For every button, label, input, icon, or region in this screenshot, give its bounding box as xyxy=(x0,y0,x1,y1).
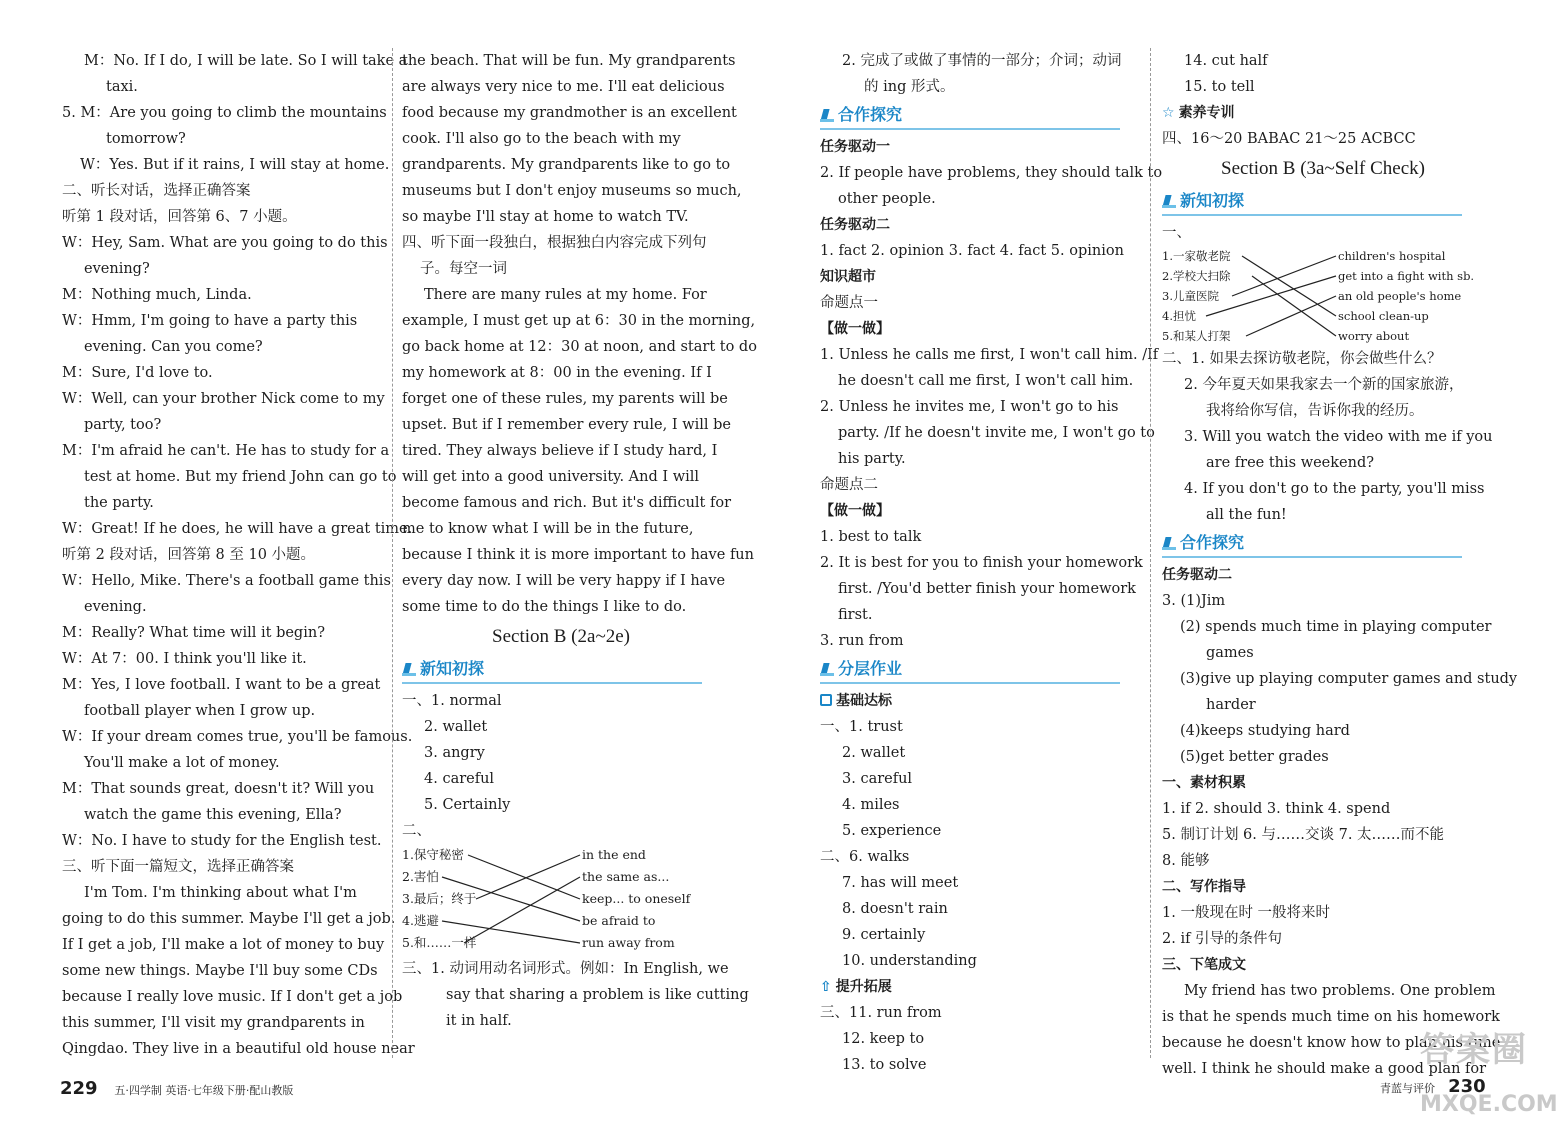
column-3 xyxy=(820,48,1163,1078)
column-divider xyxy=(392,48,393,1058)
text-line: You'll make a lot of money. xyxy=(84,755,280,771)
text-line: evening. Can you come? xyxy=(84,339,263,355)
answer-line: 3. careful xyxy=(842,771,913,787)
match-left-item: 5.和……一样 xyxy=(402,935,477,950)
subheading: 【做一做】 xyxy=(820,321,890,337)
watermark xyxy=(1420,1030,1558,1125)
match-right-item: worry about xyxy=(1338,329,1410,343)
match-right-column xyxy=(1338,246,1474,346)
text-line: say that sharing a problem is like cutting xyxy=(446,987,749,1003)
text-line: There are many rules at my home. For xyxy=(424,287,707,303)
text-line: W：At 7：00. I think you'll like it. xyxy=(62,651,307,667)
match-right-column xyxy=(582,844,690,954)
text-line: my homework at 8：00 in the evening. If I xyxy=(402,365,712,381)
text-line: 5. M：Are you going to climb the mountains xyxy=(62,105,387,121)
match-left-item: 4.担忧 xyxy=(1162,309,1196,323)
pen-icon xyxy=(1162,194,1176,208)
text-line: he doesn't call me first, I won't call him. xyxy=(838,373,1134,389)
text-line: 1. best to talk xyxy=(820,529,922,545)
rocket-icon: ⇧ xyxy=(820,979,832,995)
subheading: 二、写作指导 xyxy=(1162,879,1246,895)
match-left-column xyxy=(402,844,476,954)
section-header-label: 新知初探 xyxy=(1180,191,1245,210)
answer-line: 5. experience xyxy=(842,823,942,839)
column-2 xyxy=(402,48,757,1034)
match-left-item: 2.害怕 xyxy=(402,869,439,884)
match-right-item: run away from xyxy=(582,935,675,950)
text-line: M：Yes, I love football. I want to be a great xyxy=(62,677,381,693)
subheading: 任务驱动二 xyxy=(820,217,890,233)
answer-line: 4. careful xyxy=(424,771,495,787)
lock-icon xyxy=(820,694,832,706)
section-header-label: 分层作业 xyxy=(838,659,903,678)
match-left-item: 2.学校大扫除 xyxy=(1162,269,1231,283)
column-4 xyxy=(1162,48,1518,1082)
text-line: W：Hello, Mike. There's a football game this xyxy=(62,573,391,589)
text-line: evening. xyxy=(84,599,147,615)
match-right-item: be afraid to xyxy=(582,913,656,928)
answer-line: 2. wallet xyxy=(424,719,488,735)
answer-line: 二、 xyxy=(402,823,431,839)
star-icon: ☆ xyxy=(1162,105,1175,121)
answer-line: 1. if 2. should 3. think 4. spend xyxy=(1162,801,1391,817)
text-line: M：No. If I do, I will be late. So I will take a xyxy=(84,53,408,69)
subheading xyxy=(1162,100,1484,126)
text-line: 3. Will you watch the video with me if you xyxy=(1184,429,1493,445)
text-line: taxi. xyxy=(106,79,138,95)
text-line: his party. xyxy=(838,451,906,467)
answer-line: 7. has will meet xyxy=(842,875,959,891)
subheading-label: 提升拓展 xyxy=(835,979,892,995)
text-line: going to do this summer. Maybe I'll get a job. xyxy=(62,911,396,927)
text-line: 命题点二 xyxy=(820,477,878,493)
match-left-item: 3.儿童医院 xyxy=(1162,289,1219,303)
text-line: Qingdao. They live in a beautiful old house near xyxy=(62,1041,415,1057)
text-line: 1. fact 2. opinion 3. fact 4. fact 5. opinion xyxy=(820,243,1124,259)
footer-text: 青蓝与评价 xyxy=(1380,1082,1435,1095)
text-line: become famous and rich. But it's difficult for xyxy=(402,495,732,511)
page-number: 230 xyxy=(1448,1076,1486,1097)
section-header xyxy=(402,656,702,684)
pen-icon xyxy=(402,662,416,676)
column-1 xyxy=(62,48,415,1062)
answer-line: 一、 xyxy=(1162,225,1191,241)
section-header-label: 合作探究 xyxy=(838,105,903,124)
text-line: food because my grandmother is an excellent xyxy=(402,105,737,121)
subheading-label: 素养专训 xyxy=(1178,105,1235,121)
answer-line: (5)get better grades xyxy=(1180,749,1329,765)
text-line: upset. But if I remember every rule, I will be xyxy=(402,417,731,433)
text-line: some time to do the things I like to do. xyxy=(402,599,687,615)
text-line: so maybe I'll stay at home to watch TV. xyxy=(402,209,689,225)
text-line: 二、1. 如果去探访敬老院，你会做些什么？ xyxy=(1162,351,1442,367)
text-line: W：Great! If he does, he will have a great time. xyxy=(62,521,413,537)
text-line: 三、听下面一篇短文，选择正确答案 xyxy=(62,859,294,875)
answer-line: (2) spends much time in playing computer xyxy=(1180,619,1492,635)
text-line: 的 ing 形式。 xyxy=(864,79,955,95)
match-left-item: 5.和某人打架 xyxy=(1162,329,1231,343)
text-line: 3. run from xyxy=(820,633,904,649)
section-header-label: 合作探究 xyxy=(1180,533,1245,552)
text-line: football player when I grow up. xyxy=(84,703,316,719)
text-line: me to know what I will be in the future, xyxy=(402,521,694,537)
watermark-text: 答案圈 xyxy=(1420,1030,1528,1070)
subheading xyxy=(820,688,1142,714)
text-line: other people. xyxy=(838,191,936,207)
text-line: M：Nothing much, Linda. xyxy=(62,287,252,303)
text-line: evening? xyxy=(84,261,150,277)
subheading: 知识超市 xyxy=(820,269,876,285)
answer-line: 8. doesn't rain xyxy=(842,901,948,917)
text-line: If I get a job, I'll make a lot of money to buy xyxy=(62,937,385,953)
text-line: cook. I'll also go to the beach with my xyxy=(402,131,681,147)
match-right-item: children's hospital xyxy=(1338,249,1446,263)
answer-line: 三、11. run from xyxy=(820,1005,942,1021)
text-line: My friend has two problems. One problem xyxy=(1184,983,1496,999)
text-line: M：Sure, I'd love to. xyxy=(62,365,213,381)
answer-line: 4. miles xyxy=(842,797,900,813)
match-right-item: an old people's home xyxy=(1338,289,1462,303)
text-line: 2. It is best for you to finish your homework xyxy=(820,555,1143,571)
text-line: go back home at 12：30 at noon, and start to do xyxy=(402,339,757,355)
text-line: 命题点一 xyxy=(820,295,878,311)
text-line: 二、听长对话，选择正确答案 xyxy=(62,183,251,199)
text-line: W：No. I have to study for the English test. xyxy=(62,833,382,849)
answer-line: 12. keep to xyxy=(842,1031,925,1047)
text-line: 2. If people have problems, they should talk to xyxy=(820,165,1163,181)
pen-icon xyxy=(1162,536,1176,550)
subheading: 任务驱动一 xyxy=(820,139,890,155)
text-line: watch the game this evening, Ella? xyxy=(84,807,342,823)
text-line: this summer, I'll visit my grandparents in xyxy=(62,1015,365,1031)
text-line: W：Well, can your brother Nick come to my xyxy=(62,391,385,407)
text-line: 听第 2 段对话，回答第 8 至 10 小题。 xyxy=(62,547,316,563)
pen-icon xyxy=(820,662,834,676)
text-line: 我将给你写信，告诉你我的经历。 xyxy=(1206,403,1424,419)
text-line: test at home. But my friend John can go to xyxy=(84,469,397,485)
text-line: W：Hmm, I'm going to have a party this xyxy=(62,313,358,329)
section-header xyxy=(820,656,1120,684)
text-line: all the fun! xyxy=(1206,507,1287,523)
text-line: 听第 1 段对话，回答第 6、7 小题。 xyxy=(62,209,297,225)
text-line: 2. Unless he invites me, I won't go to his xyxy=(820,399,1119,415)
text-line: 2. 完成了或做了事情的一部分；介词；动词 xyxy=(842,53,1122,69)
text-line: because I think it is more important to have fun xyxy=(402,547,754,563)
match-right-item: in the end xyxy=(582,847,646,862)
matching-exercise xyxy=(402,844,720,956)
answer-line: 2. wallet xyxy=(842,745,906,761)
match-left-column xyxy=(1162,246,1230,346)
text-line: the party. xyxy=(84,495,154,511)
subheading: 一、素材积累 xyxy=(1162,775,1246,791)
text-line: 1. Unless he calls me first, I won't call him. /If xyxy=(820,347,1159,363)
text-line: 4. If you don't go to the party, you'll miss xyxy=(1184,481,1485,497)
text-line: example, I must get up at 6：30 in the morning, xyxy=(402,313,756,329)
text-line: are always very nice to me. I'll eat delicious xyxy=(402,79,725,95)
answer-line: 5. Certainly xyxy=(424,797,511,813)
text-line: party. /If he doesn't invite me, I won't go to xyxy=(838,425,1155,441)
answer-line: 二、6. walks xyxy=(820,849,910,865)
text-line: M：That sounds great, doesn't it? Will you xyxy=(62,781,375,797)
text-line: because I really love music. If I don't get a job xyxy=(62,989,403,1005)
page-number: 229 xyxy=(60,1078,98,1099)
subheading: 三、下笔成文 xyxy=(1162,957,1246,973)
text-line: museums but I don't enjoy museums so much, xyxy=(402,183,742,199)
text-line: 子。每空一词 xyxy=(420,261,507,277)
answer-line: (3)give up playing computer games and study xyxy=(1180,671,1518,687)
section-header-label: 新知初探 xyxy=(420,659,485,678)
column-divider xyxy=(1150,48,1151,1058)
text-line: M：I'm afraid he can't. He has to study for a xyxy=(62,443,390,459)
section-header xyxy=(1162,188,1462,216)
match-right-item: keep... to oneself xyxy=(582,891,691,906)
footer-text: 五·四学制 英语·七年级下册·配山教版 xyxy=(114,1084,294,1097)
match-left-item: 1.保守秘密 xyxy=(402,847,464,862)
text-line: tired. They always believe if I study hard, I xyxy=(402,443,718,459)
section-header xyxy=(1162,530,1462,558)
text-line: the beach. That will be fun. My grandparents xyxy=(402,53,736,69)
pen-icon xyxy=(820,108,834,122)
answer-line: 8. 能够 xyxy=(1162,853,1210,869)
section-title: Section B (3a~Self Check) xyxy=(1221,158,1425,179)
subheading-label: 基础达标 xyxy=(836,693,892,709)
matching-exercise xyxy=(1162,246,1484,346)
text-line: forget one of these rules, my parents will be xyxy=(402,391,728,407)
text-line: every day now. I will be very happy if I have xyxy=(402,573,726,589)
text-line: M：Really? What time will it begin? xyxy=(62,625,325,641)
text-line: will get into a good university. And I will xyxy=(402,469,700,485)
match-right-item: the same as... xyxy=(582,869,670,884)
section-header xyxy=(820,102,1120,130)
text-line: party, too? xyxy=(84,417,162,433)
text-line: 四、听下面一段独白，根据独白内容完成下列句 xyxy=(402,235,707,251)
text-line: W：If your dream comes true, you'll be famous. xyxy=(62,729,413,745)
match-left-item: 3.最后；终于 xyxy=(402,891,477,906)
subheading: 【做一做】 xyxy=(820,503,890,519)
answer-line: 四、16～20 BABAC 21～25 ACBCC xyxy=(1162,131,1416,147)
subheading: 任务驱动二 xyxy=(1162,567,1232,583)
answer-line: 13. to solve xyxy=(842,1057,927,1073)
answer-line: 一、1. trust xyxy=(820,719,903,735)
match-left-item: 4.逃避 xyxy=(402,913,439,928)
text-line: is that he spends much time on his homework xyxy=(1162,1009,1500,1025)
text-line: because he doesn't know how to plan his time xyxy=(1162,1035,1501,1051)
text-line: I'm Tom. I'm thinking about what I'm xyxy=(84,885,357,901)
answer-line: harder xyxy=(1206,697,1256,713)
text-line: W：Hey, Sam. What are you going to do this xyxy=(62,235,388,251)
text-line: grandparents. My grandparents like to go to xyxy=(402,157,731,173)
answer-line: games xyxy=(1206,645,1254,661)
text-line: it in half. xyxy=(446,1013,512,1029)
text-line: first. xyxy=(838,607,873,623)
answer-line: (4)keeps studying hard xyxy=(1180,723,1350,739)
match-right-item: get into a fight with sb. xyxy=(1338,269,1475,283)
answer-line: 14. cut half xyxy=(1184,53,1268,69)
text-line: some new things. Maybe I'll buy some CDs xyxy=(62,963,378,979)
answer-line: 一、1. normal xyxy=(402,693,502,709)
text-line: are free this weekend? xyxy=(1206,455,1375,471)
answer-line: 2. if 引导的条件句 xyxy=(1162,931,1283,947)
match-left-item: 1.一家敬老院 xyxy=(1162,249,1231,263)
text-line: tomorrow? xyxy=(106,131,186,147)
watermark-url: MXQE.COM xyxy=(1420,1092,1558,1117)
text-line: 2. 今年夏天如果我家去一个新的国家旅游， xyxy=(1184,377,1464,393)
section-title: Section B (2a~2e) xyxy=(492,626,630,647)
answer-line: 15. to tell xyxy=(1184,79,1255,95)
answer-line: 3. (1)Jim xyxy=(1162,593,1226,609)
text-line: well. I think he should make a good plan for xyxy=(1162,1061,1487,1077)
text-line: 三、1. 动词用动名词形式。例如：In English, we xyxy=(402,961,729,977)
answer-line: 1. 一般现在时 一般将来时 xyxy=(1162,905,1331,921)
footer-left xyxy=(60,1078,293,1099)
subheading xyxy=(820,974,1142,1000)
answer-line: 10. understanding xyxy=(842,953,977,969)
text-line: first. /You'd better finish your homework xyxy=(838,581,1136,597)
text-line: W：Yes. But if it rains, I will stay at home. xyxy=(80,157,390,173)
answer-line: 3. angry xyxy=(424,745,485,761)
answer-line: 5. 制订计划 6. 与……交谈 7. 太……而不能 xyxy=(1162,827,1445,843)
answer-line: 9. certainly xyxy=(842,927,926,943)
match-right-item: school clean-up xyxy=(1338,309,1429,323)
